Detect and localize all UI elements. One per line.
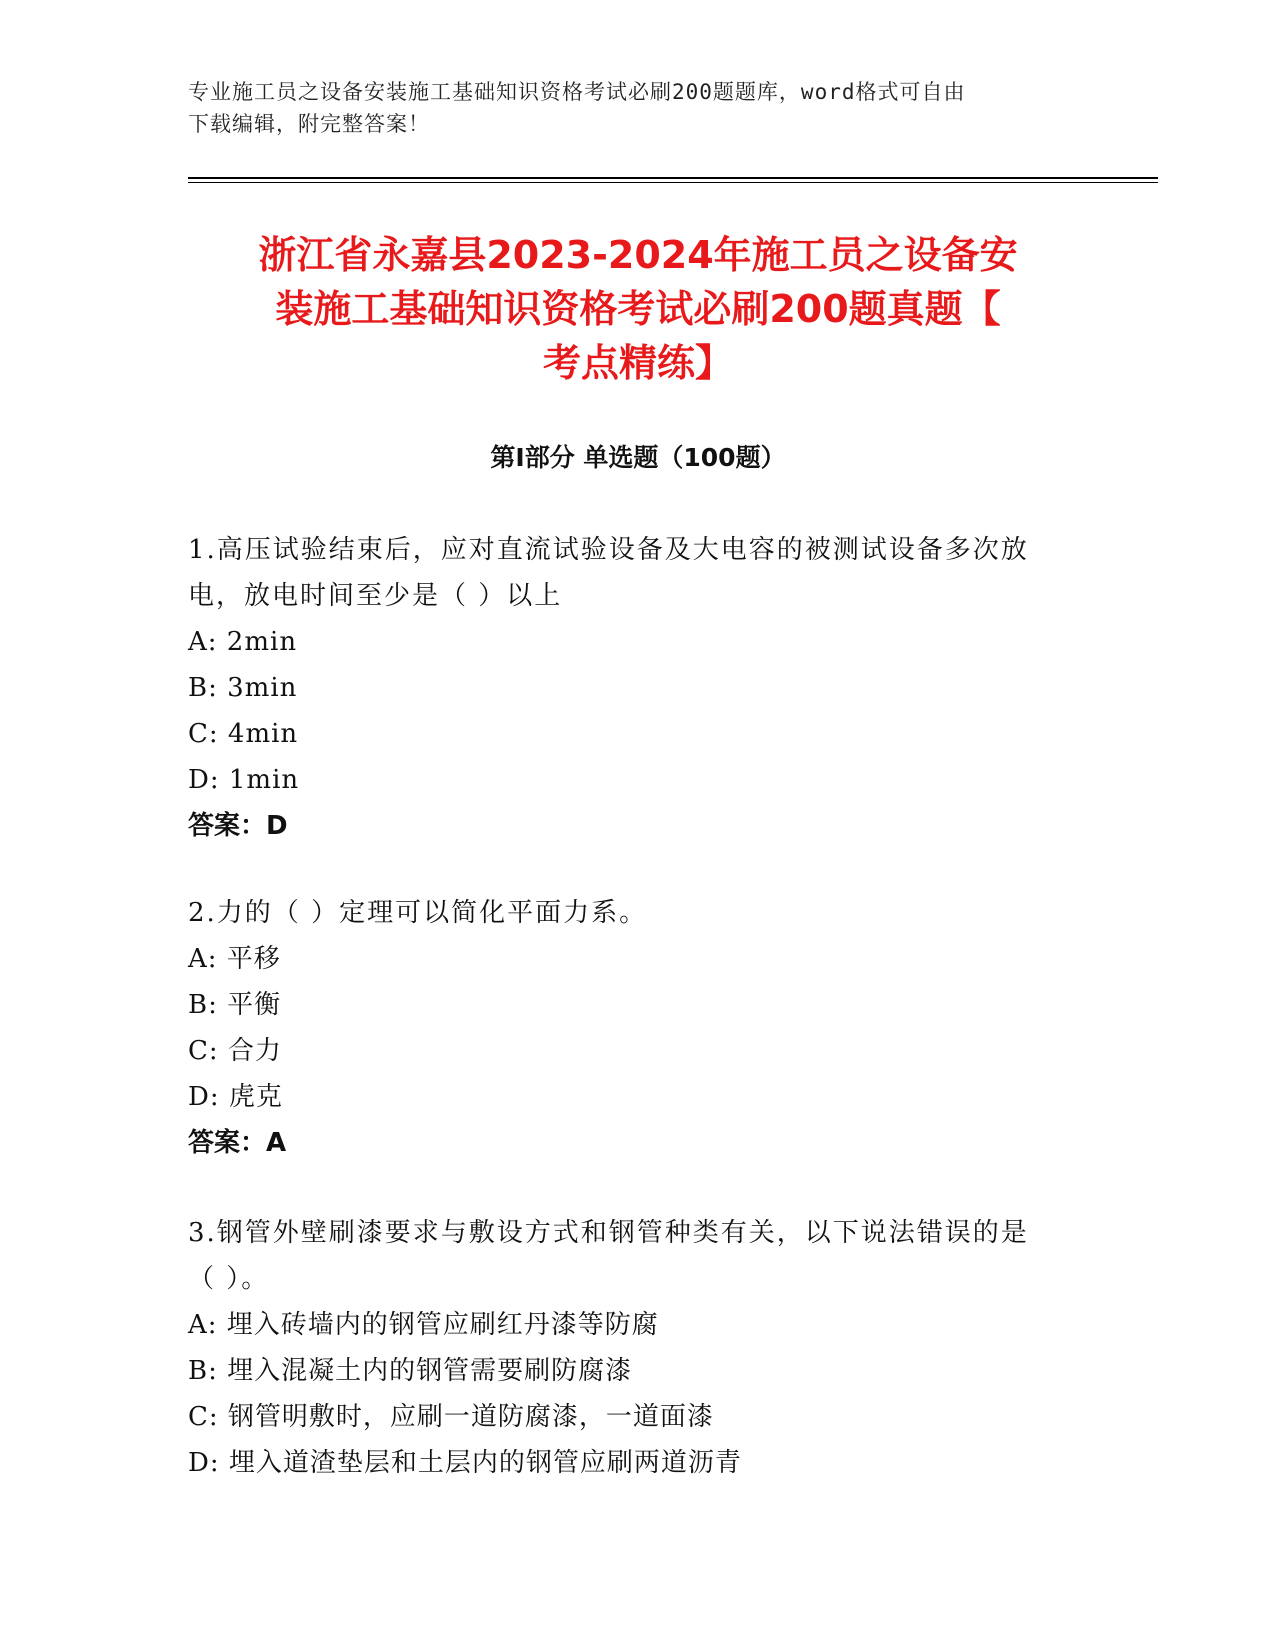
header-note (188, 76, 1088, 140)
header-divider-thick (188, 177, 1158, 179)
title-line2: 装施工基础知识资格考试必刷200题真题【 (275, 287, 1001, 331)
question-text-line2: （ ）。 (188, 1264, 270, 1294)
option-d: D: 1min (188, 765, 300, 795)
question-block (188, 527, 1088, 849)
option-b: B: 埋入混凝土内的钢管需要刷防腐漆 (188, 1356, 633, 1386)
header-divider-thin (188, 182, 1158, 183)
option-b: B: 3min (188, 673, 298, 703)
option-a: A: 2min (188, 627, 298, 657)
title-line3: 考点精练】 (542, 341, 733, 385)
question-text-line1: 3.钢管外壁刷漆要求与敷设方式和钢管种类有关，以下说法错误的是 (188, 1218, 1029, 1248)
option-b: B: 平衡 (188, 990, 282, 1020)
header-note-line2: 下载编辑，附完整答案！ (188, 112, 430, 136)
option-a: A: 埋入砖墙内的钢管应刷红丹漆等防腐 (188, 1310, 659, 1340)
answer-label: 答案：A (188, 1128, 287, 1158)
option-d: D: 埋入道渣垫层和土层内的钢管应刷两道沥青 (188, 1448, 742, 1478)
question-text-line1: 2.力的（ ）定理可以简化平面力系。 (188, 898, 648, 928)
option-c: C: 4min (188, 719, 299, 749)
document-title (188, 228, 1088, 390)
option-a: A: 平移 (188, 944, 281, 974)
question-text-line2: 电，放电时间至少是（ ）以上 (188, 581, 563, 611)
option-d: D: 虎克 (188, 1082, 283, 1112)
header-note-line1: 专业施工员之设备安装施工基础知识资格考试必刷200题题库，word格式可自由 (188, 80, 966, 104)
question-text-line1: 1.高压试验结束后，应对直流试验设备及大电容的被测试设备多次放 (188, 535, 1029, 565)
question-block (188, 890, 1088, 1166)
question-block (188, 1210, 1088, 1486)
section-heading: 第Ⅰ部分 单选题（100题） (490, 443, 786, 472)
option-c: C: 合力 (188, 1036, 282, 1066)
option-c: C: 钢管明敷时，应刷一道防腐漆，一道面漆 (188, 1402, 714, 1432)
title-line1: 浙江省永嘉县2023-2024年施工员之设备安 (258, 233, 1018, 277)
answer-label: 答案：D (188, 811, 288, 841)
